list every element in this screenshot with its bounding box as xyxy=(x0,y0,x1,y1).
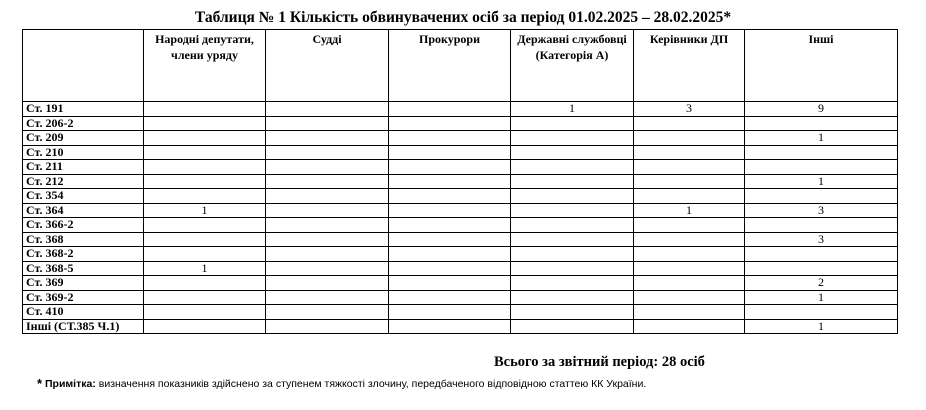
table-row xyxy=(23,131,898,146)
table-row xyxy=(23,290,898,305)
total-summary: Всього за звітний період: 28 осіб xyxy=(494,354,705,370)
cell-mps: 1 xyxy=(144,261,266,276)
column-header-others: Інші xyxy=(745,30,898,102)
cell-civil-servants xyxy=(511,203,634,218)
cell-mps xyxy=(144,319,266,334)
cell-others xyxy=(745,189,898,204)
row-label: Ст. 364 xyxy=(23,203,144,218)
cell-prosecutors xyxy=(389,102,511,117)
cell-state-enterprise-heads xyxy=(634,218,745,233)
row-label: Ст. 354 xyxy=(23,189,144,204)
cell-judges xyxy=(266,189,389,204)
cell-mps xyxy=(144,189,266,204)
cell-prosecutors xyxy=(389,276,511,291)
cell-others: 1 xyxy=(745,319,898,334)
cell-state-enterprise-heads xyxy=(634,189,745,204)
cell-judges xyxy=(266,203,389,218)
cell-judges xyxy=(266,145,389,160)
cell-prosecutors xyxy=(389,189,511,204)
cell-mps xyxy=(144,218,266,233)
cell-state-enterprise-heads xyxy=(634,232,745,247)
cell-civil-servants xyxy=(511,290,634,305)
cell-judges xyxy=(266,261,389,276)
row-label: Ст. 212 xyxy=(23,174,144,189)
table-row xyxy=(23,189,898,204)
cell-prosecutors xyxy=(389,145,511,160)
cell-mps xyxy=(144,276,266,291)
table-row xyxy=(23,276,898,291)
cell-civil-servants xyxy=(511,145,634,160)
cell-state-enterprise-heads xyxy=(634,174,745,189)
row-label: Ст. 191 xyxy=(23,102,144,117)
cell-mps xyxy=(144,145,266,160)
cell-state-enterprise-heads xyxy=(634,305,745,320)
cell-others: 1 xyxy=(745,174,898,189)
row-label: Ст. 366-2 xyxy=(23,218,144,233)
cell-others xyxy=(745,116,898,131)
cell-state-enterprise-heads xyxy=(634,131,745,146)
table-header-row xyxy=(23,30,898,102)
cell-civil-servants xyxy=(511,261,634,276)
table-row xyxy=(23,174,898,189)
cell-state-enterprise-heads xyxy=(634,145,745,160)
cell-mps xyxy=(144,290,266,305)
cell-judges xyxy=(266,218,389,233)
row-label: Ст. 369 xyxy=(23,276,144,291)
column-header-judges: Судді xyxy=(266,30,389,102)
table-body xyxy=(23,102,898,334)
table-row xyxy=(23,203,898,218)
column-header-prosecutors: Прокурори xyxy=(389,30,511,102)
cell-others xyxy=(745,261,898,276)
table-row xyxy=(23,319,898,334)
cell-judges xyxy=(266,276,389,291)
cell-state-enterprise-heads: 1 xyxy=(634,203,745,218)
cell-others: 1 xyxy=(745,290,898,305)
cell-mps xyxy=(144,102,266,117)
row-label: Ст. 209 xyxy=(23,131,144,146)
cell-state-enterprise-heads xyxy=(634,290,745,305)
row-label: Ст. 369-2 xyxy=(23,290,144,305)
cell-prosecutors xyxy=(389,290,511,305)
cell-others xyxy=(745,160,898,175)
cell-state-enterprise-heads xyxy=(634,160,745,175)
cell-others: 9 xyxy=(745,102,898,117)
cell-prosecutors xyxy=(389,232,511,247)
table-row xyxy=(23,261,898,276)
cell-mps xyxy=(144,131,266,146)
column-header-civil-servants: Державні службовці (Категорія А) xyxy=(511,30,634,102)
cell-prosecutors xyxy=(389,261,511,276)
row-label: Інші (СТ.385 Ч.1) xyxy=(23,319,144,334)
row-label: Ст. 211 xyxy=(23,160,144,175)
row-label: Ст. 368 xyxy=(23,232,144,247)
cell-prosecutors xyxy=(389,116,511,131)
cell-others: 2 xyxy=(745,276,898,291)
cell-civil-servants xyxy=(511,116,634,131)
cell-civil-servants xyxy=(511,232,634,247)
cell-judges xyxy=(266,319,389,334)
cell-others xyxy=(745,218,898,233)
cell-state-enterprise-heads xyxy=(634,116,745,131)
cell-civil-servants xyxy=(511,319,634,334)
cell-prosecutors xyxy=(389,203,511,218)
cell-judges xyxy=(266,247,389,262)
cell-others xyxy=(745,305,898,320)
cell-judges xyxy=(266,232,389,247)
cell-others: 1 xyxy=(745,131,898,146)
table-row xyxy=(23,145,898,160)
cell-others xyxy=(745,247,898,262)
cell-state-enterprise-heads xyxy=(634,247,745,262)
cell-mps xyxy=(144,174,266,189)
cell-judges xyxy=(266,102,389,117)
table-row xyxy=(23,160,898,175)
cell-mps xyxy=(144,232,266,247)
cell-civil-servants xyxy=(511,305,634,320)
footnote-label: Примітка: xyxy=(44,378,96,390)
footnote-asterisk: * xyxy=(37,376,43,391)
footnote xyxy=(37,377,646,391)
cell-civil-servants: 1 xyxy=(511,102,634,117)
row-label: Ст. 410 xyxy=(23,305,144,320)
cell-civil-servants xyxy=(511,218,634,233)
cell-mps xyxy=(144,116,266,131)
row-label: Ст. 206-2 xyxy=(23,116,144,131)
cell-mps: 1 xyxy=(144,203,266,218)
cell-judges xyxy=(266,305,389,320)
cell-civil-servants xyxy=(511,189,634,204)
column-header-state-enterprise-heads: Керівники ДП xyxy=(634,30,745,102)
cell-civil-servants xyxy=(511,276,634,291)
cell-state-enterprise-heads xyxy=(634,276,745,291)
accused-persons-table xyxy=(22,29,898,334)
cell-others: 3 xyxy=(745,232,898,247)
cell-mps xyxy=(144,160,266,175)
cell-civil-servants xyxy=(511,247,634,262)
row-label: Ст. 210 xyxy=(23,145,144,160)
cell-others xyxy=(745,145,898,160)
row-label: Ст. 368-5 xyxy=(23,261,144,276)
cell-judges xyxy=(266,290,389,305)
footnote-text: визначення показників здійснено за ступенем тяжкості злочину, передбаченого відповідною статтею КК України. xyxy=(95,378,647,390)
cell-mps xyxy=(144,247,266,262)
cell-judges xyxy=(266,116,389,131)
cell-prosecutors xyxy=(389,247,511,262)
cell-civil-servants xyxy=(511,131,634,146)
cell-civil-servants xyxy=(511,160,634,175)
table-row xyxy=(23,116,898,131)
cell-state-enterprise-heads: 3 xyxy=(634,102,745,117)
cell-prosecutors xyxy=(389,131,511,146)
column-header-article xyxy=(23,30,144,102)
table-row xyxy=(23,232,898,247)
cell-state-enterprise-heads xyxy=(634,261,745,276)
table-row xyxy=(23,305,898,320)
row-label: Ст. 368-2 xyxy=(23,247,144,262)
cell-prosecutors xyxy=(389,218,511,233)
table-row xyxy=(23,102,898,117)
table-title: Таблиця № 1 Кількість обвинувачених осіб за період 01.02.2025 – 28.02.2025* xyxy=(194,9,732,26)
table-row xyxy=(23,218,898,233)
cell-prosecutors xyxy=(389,305,511,320)
cell-mps xyxy=(144,305,266,320)
cell-prosecutors xyxy=(389,160,511,175)
cell-prosecutors xyxy=(389,174,511,189)
cell-civil-servants xyxy=(511,174,634,189)
cell-judges xyxy=(266,131,389,146)
cell-judges xyxy=(266,174,389,189)
column-header-mps: Народні депутати, члени уряду xyxy=(144,30,266,102)
cell-others: 3 xyxy=(745,203,898,218)
cell-state-enterprise-heads xyxy=(634,319,745,334)
cell-prosecutors xyxy=(389,319,511,334)
cell-judges xyxy=(266,160,389,175)
table-row xyxy=(23,247,898,262)
